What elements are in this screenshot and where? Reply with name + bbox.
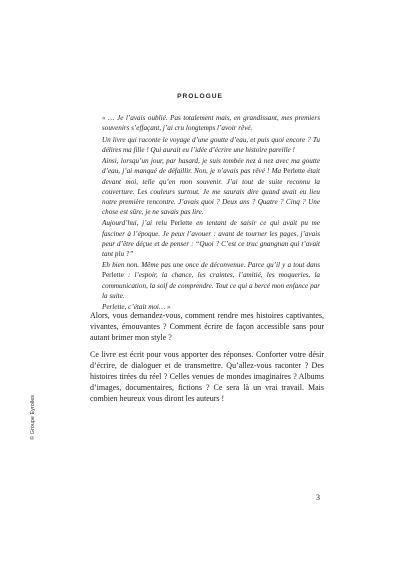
page-number: 3 xyxy=(316,493,320,502)
quote-block xyxy=(102,113,320,314)
quote-paragraph xyxy=(102,260,320,300)
quote-text: Ainsi, lorsqu’un jour, par hasard, je suis tombée nez à nez avec ma goutte d’eau, j’ai manqué de défaillir. Non, je n’avais pas rêvé ! Ma xyxy=(102,157,320,176)
quote-paragraph: Un livre qui raconte le voyage d’une goutte d’eau, et puis quoi encore ? Tu délires ma fille ! Qui aurait eu l’idée d’écrire une histoire pareille ! xyxy=(102,135,320,154)
quote-paragraph xyxy=(102,218,320,258)
section-header: PROLOGUE xyxy=(177,93,223,100)
quote-text: était devant moi, telle qu’en mon souvenir. J’ai tout de suite reconnu la couverture. Les couleurs surtout. Je me saurais dire quand avait eu lieu notre première rencontre. J’avais quoi ? Deux ans ? Quatre ? Cinq ? Une chose est sûre, je ne savais pas lire. xyxy=(102,167,320,216)
body-paragraph: Ce livre est écrit pour vous apporter des réponses. Conforter votre désir d’écrire, de dialoguer et de transmettre. Qu’allez-vous raconter ? Des histoires tirées du réel ? Celles venues de mondes imaginaires ? Albums d’images, documentaires, fictions ? Ce sera là un vrai travail. Mais combien heureux vous diront les auteurs ! xyxy=(90,349,324,404)
quote-text: : l’espoir, la chance, les craintes, l’amitié, les moqueries, la communication, la soif de comprendre. Tout ce qui a bercé mon enfance par la suite. xyxy=(102,271,320,300)
quote-text: en tentant de saisir ce qui avait pu me fasciner à l’époque. Je peux l’avouer : avant de tourner les pages, j’avais peur d’être déçue et de penser : “Quoi ? C’est ce truc gnangnan qui t’avait tant plu ?” xyxy=(102,219,320,258)
copyright-credit: © Groupe Eyrolles xyxy=(30,394,36,440)
book-title: Perlette xyxy=(102,271,124,280)
quote-text: Aujourd’hui, j’ai relu xyxy=(102,219,167,228)
book-title: Perlette xyxy=(170,219,193,228)
quote-paragraph xyxy=(102,156,320,217)
quote-paragraph: Perlette, c’était moi… » xyxy=(102,303,171,312)
quote-paragraph: « … Je l’avais oublié. Pas totalement mais, en grandissant, mes premiers souvenirs s’effaçant, j’ai cru longtemps l’avoir rêvé. xyxy=(102,114,320,133)
book-title: Perlette xyxy=(283,167,306,176)
body-text xyxy=(90,310,324,410)
quote-text: Eh bien non. Même pas une once de déconvenue. Parce qu’il y a tout dans xyxy=(102,261,320,270)
body-paragraph: Alors, vous demandez-vous, comment rendre mes histoires captivantes, vivantes, émouvantes ? Comment écrire de façon accessible sans pour autant brimer mon style ? xyxy=(90,311,324,343)
